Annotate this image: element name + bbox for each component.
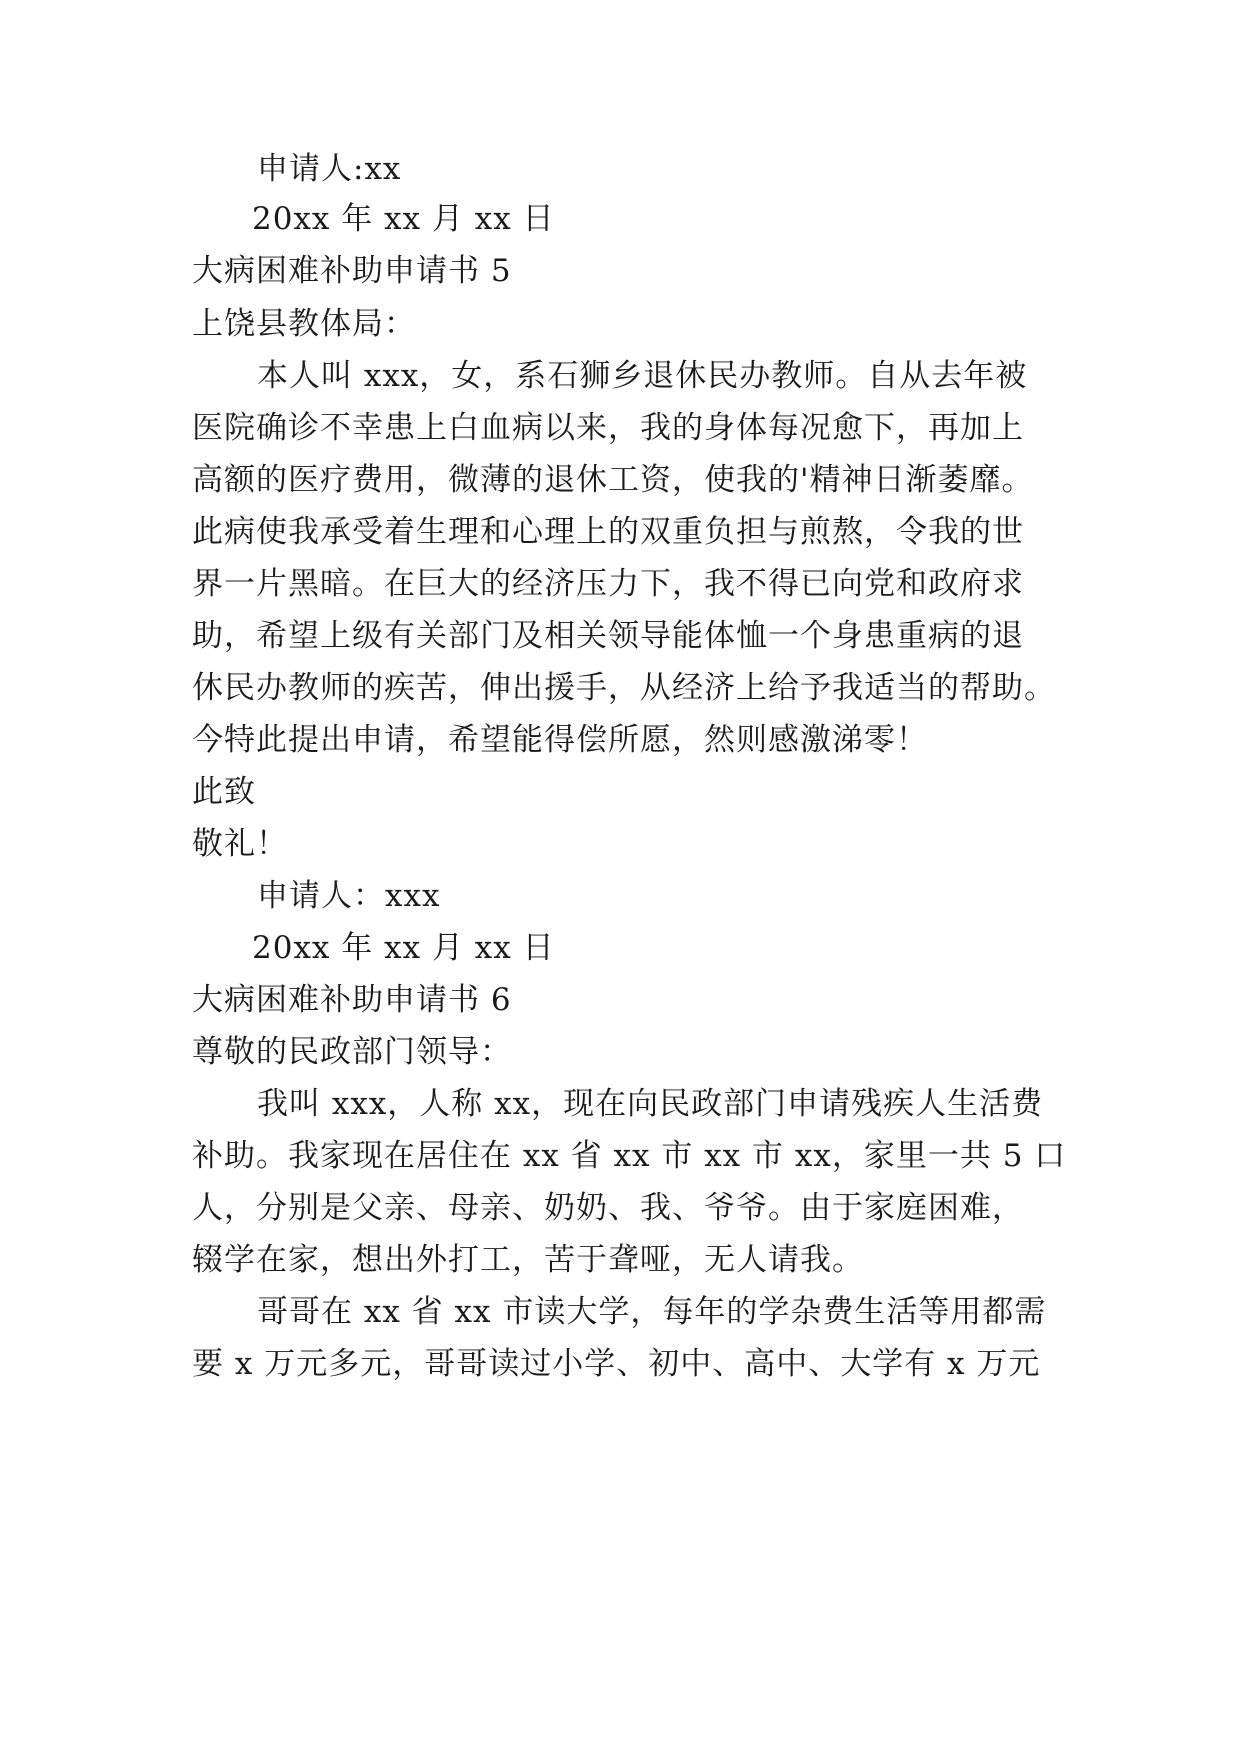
body-line: 辍学在家，想出外打工，苦于聋哑，无人请我。 [192,1242,864,1278]
body-line: 补助。我家现在居住在 xx 省 xx 市 xx 市 xx，家里一共 5 口 [192,1138,1067,1174]
body-line: 我叫 xxx，人称 xx，现在向民政部门申请残疾人生活费 [257,1086,1044,1122]
closing-line: 此致 [192,774,256,810]
body-line: 本人叫 xxx，女，系石狮乡退休民办教师。自从去年被 [257,358,1028,394]
body-line: 高额的医疗费用，微薄的退休工资，使我的'精神日渐萎靡。 [192,462,1034,498]
body-line: 界一片黑暗。在巨大的经济压力下，我不得已向党和政府求 [192,566,1024,602]
body-line: 要 x 万元多元，哥哥读过小学、初中、高中、大学有 x 万元 [192,1346,1041,1382]
body-line: 休民办教师的疾苦，伸出援手，从经济上给予我适当的帮助。 [192,670,1056,706]
body-line: 此病使我承受着生理和心理上的双重负担与煎熬，令我的世 [192,514,1024,550]
letter-title: 大病困难补助申请书 5 [192,253,512,289]
body-line: 今特此提出申请，希望能得偿所愿，然则感激涕零！ [192,722,928,758]
closing-line: 敬礼！ [192,826,288,862]
signature-line: 申请人:xx [257,151,402,187]
body-line: 医院确诊不幸患上白血病以来，我的身体每况愈下，再加上 [192,410,1024,446]
letter-title: 大病困难补助申请书 6 [192,982,512,1018]
salutation: 尊敬的民政部门领导： [192,1034,512,1070]
date-line: 20xx 年 xx 月 xx 日 [252,930,555,966]
body-line: 哥哥在 xx 省 xx 市读大学，每年的学杂费生活等用都需 [257,1294,1047,1330]
body-line: 人，分别是父亲、母亲、奶奶、我、爷爷。由于家庭困难， [192,1190,1024,1226]
salutation: 上饶县教体局： [192,306,416,342]
signature-line: 申请人：xxx [257,878,441,914]
body-line: 助，希望上级有关部门及相关领导能体恤一个身患重病的退 [192,618,1024,654]
date-line: 20xx 年 xx 月 xx 日 [252,201,555,237]
